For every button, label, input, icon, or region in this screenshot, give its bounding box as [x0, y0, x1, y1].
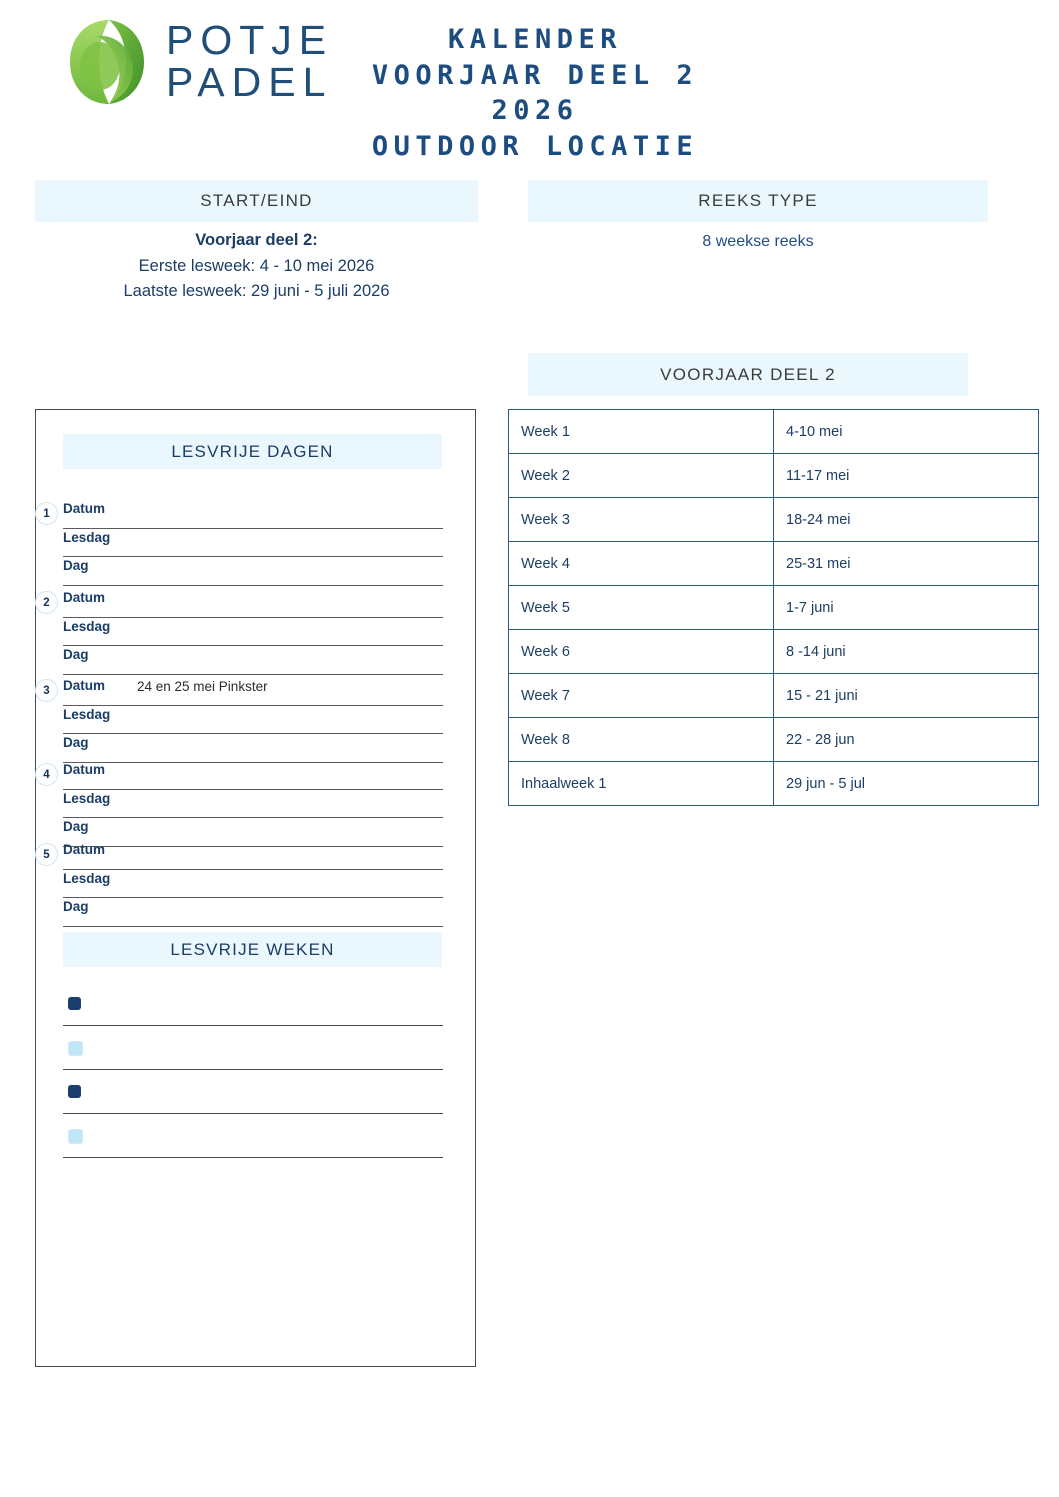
table-row [509, 718, 1039, 762]
bullet-square-icon [68, 1041, 83, 1056]
field-row-datum[interactable] [63, 677, 443, 706]
logo-text-line2: PADEL [166, 59, 333, 105]
week-label-cell: Week 4 [509, 542, 774, 586]
lesvrije-dag-entry [43, 500, 443, 586]
week-label-cell: Week 5 [509, 586, 774, 630]
week-dates-cell: 11-17 mei [774, 454, 1039, 498]
page-header [0, 0, 1059, 178]
field-row-lesdag[interactable] [63, 529, 443, 558]
field-label-dag: Dag [63, 735, 89, 750]
week-dates-cell: 1-7 juni [774, 586, 1039, 630]
lesvrije-week-row[interactable] [63, 1025, 443, 1070]
field-row-lesdag[interactable] [63, 618, 443, 647]
lesvrije-dag-entry [43, 677, 443, 763]
start-eind-last-week: Laatste lesweek: 29 juni - 5 juli 2026 [123, 282, 390, 301]
field-label-datum: Datum [63, 678, 106, 693]
field-label-dag: Dag [63, 819, 89, 834]
lesvrije-dag-entry [43, 841, 443, 927]
field-row-datum[interactable] [63, 841, 443, 870]
lesvrije-week-row[interactable] [63, 1113, 443, 1158]
logo-text-line1: POTJE [166, 17, 334, 64]
padel-leaf-logo-icon [66, 16, 152, 108]
field-label-datum: Datum [63, 762, 106, 777]
table-row [509, 498, 1039, 542]
start-eind-first-week: Eerste lesweek: 4 - 10 mei 2026 [138, 256, 375, 275]
field-label-lesdag: Lesdag [63, 706, 111, 722]
entry-number-badge: 4 [35, 763, 58, 786]
bullet-square-icon [68, 1085, 81, 1098]
lesvrije-dag-entry [43, 761, 443, 847]
entry-number-badge: 2 [35, 591, 58, 614]
week-table-header: VOORJAAR DEEL 2 [528, 353, 968, 396]
lesvrije-dagen-header: LESVRIJE DAGEN [63, 434, 442, 469]
title-line-location: OUTDOOR LOCATIE [371, 130, 699, 162]
week-dates-cell: 25-31 mei [774, 542, 1039, 586]
title-line-year: 2026 [491, 95, 579, 127]
week-label-cell: Inhaalweek 1 [509, 762, 774, 806]
entry-number-badge: 1 [35, 502, 58, 525]
field-label-lesdag: Lesdag [63, 618, 111, 634]
field-label-dag: Dag [63, 558, 89, 573]
field-row-lesdag[interactable] [63, 790, 443, 819]
field-label-lesdag: Lesdag [63, 790, 111, 806]
week-dates-cell: 18-24 mei [774, 498, 1039, 542]
title-line-kalender: KALENDER [447, 24, 623, 55]
field-row-datum[interactable] [63, 761, 443, 790]
week-dates-cell: 22 - 28 jun [774, 718, 1039, 762]
week-dates-cell: 8 -14 juni [774, 630, 1039, 674]
week-dates-cell: 15 - 21 juni [774, 674, 1039, 718]
field-row-dag[interactable] [63, 646, 443, 675]
week-dates-cell: 4-10 mei [774, 410, 1039, 454]
title-line-season: VOORJAAR DEEL 2 [371, 59, 699, 91]
field-label-datum: Datum [63, 842, 106, 857]
bullet-square-icon [68, 1129, 83, 1144]
field-row-datum[interactable] [63, 500, 443, 529]
entry-number-badge: 3 [35, 679, 58, 702]
table-row [509, 542, 1039, 586]
table-row [509, 674, 1039, 718]
week-label-cell: Week 1 [509, 410, 774, 454]
field-value-datum[interactable]: 24 en 25 mei Pinkster [137, 679, 268, 694]
field-label-datum: Datum [63, 590, 106, 605]
field-label-dag: Dag [63, 899, 89, 914]
lesvrije-dag-entry [43, 589, 443, 675]
start-eind-label: Voorjaar deel 2: [195, 231, 318, 249]
table-row [509, 630, 1039, 674]
reeks-type-header: REEKS TYPE [528, 180, 988, 222]
week-label-cell: Week 3 [509, 498, 774, 542]
table-row [509, 410, 1039, 454]
week-table [508, 409, 1039, 806]
start-eind-header: START/EIND [35, 180, 478, 222]
field-row-dag[interactable] [63, 557, 443, 586]
field-row-lesdag[interactable] [63, 706, 443, 735]
page-title [330, 22, 740, 165]
field-row-datum[interactable] [63, 589, 443, 618]
week-dates-cell: 29 jun - 5 jul [774, 762, 1039, 806]
bullet-square-icon [68, 997, 81, 1010]
field-row-lesdag[interactable] [63, 870, 443, 899]
lesvrije-weken-header: LESVRIJE WEKEN [63, 932, 442, 967]
field-row-dag[interactable] [63, 898, 443, 927]
table-row [509, 586, 1039, 630]
entry-number-badge: 5 [35, 843, 58, 866]
field-row-dag[interactable] [63, 734, 443, 763]
lesvrije-week-row[interactable] [63, 1069, 443, 1114]
field-label-dag: Dag [63, 647, 89, 662]
week-label-cell: Week 8 [509, 718, 774, 762]
week-label-cell: Week 6 [509, 630, 774, 674]
week-label-cell: Week 2 [509, 454, 774, 498]
lesvrije-week-row[interactable] [63, 981, 443, 1026]
table-row [509, 454, 1039, 498]
week-label-cell: Week 7 [509, 674, 774, 718]
table-row [509, 762, 1039, 806]
field-label-lesdag: Lesdag [63, 529, 111, 545]
field-label-lesdag: Lesdag [63, 870, 111, 886]
start-eind-body [35, 228, 478, 305]
field-label-datum: Datum [63, 501, 106, 516]
reeks-type-value: 8 weekse reeks [702, 233, 814, 250]
brand-logo [66, 16, 333, 108]
